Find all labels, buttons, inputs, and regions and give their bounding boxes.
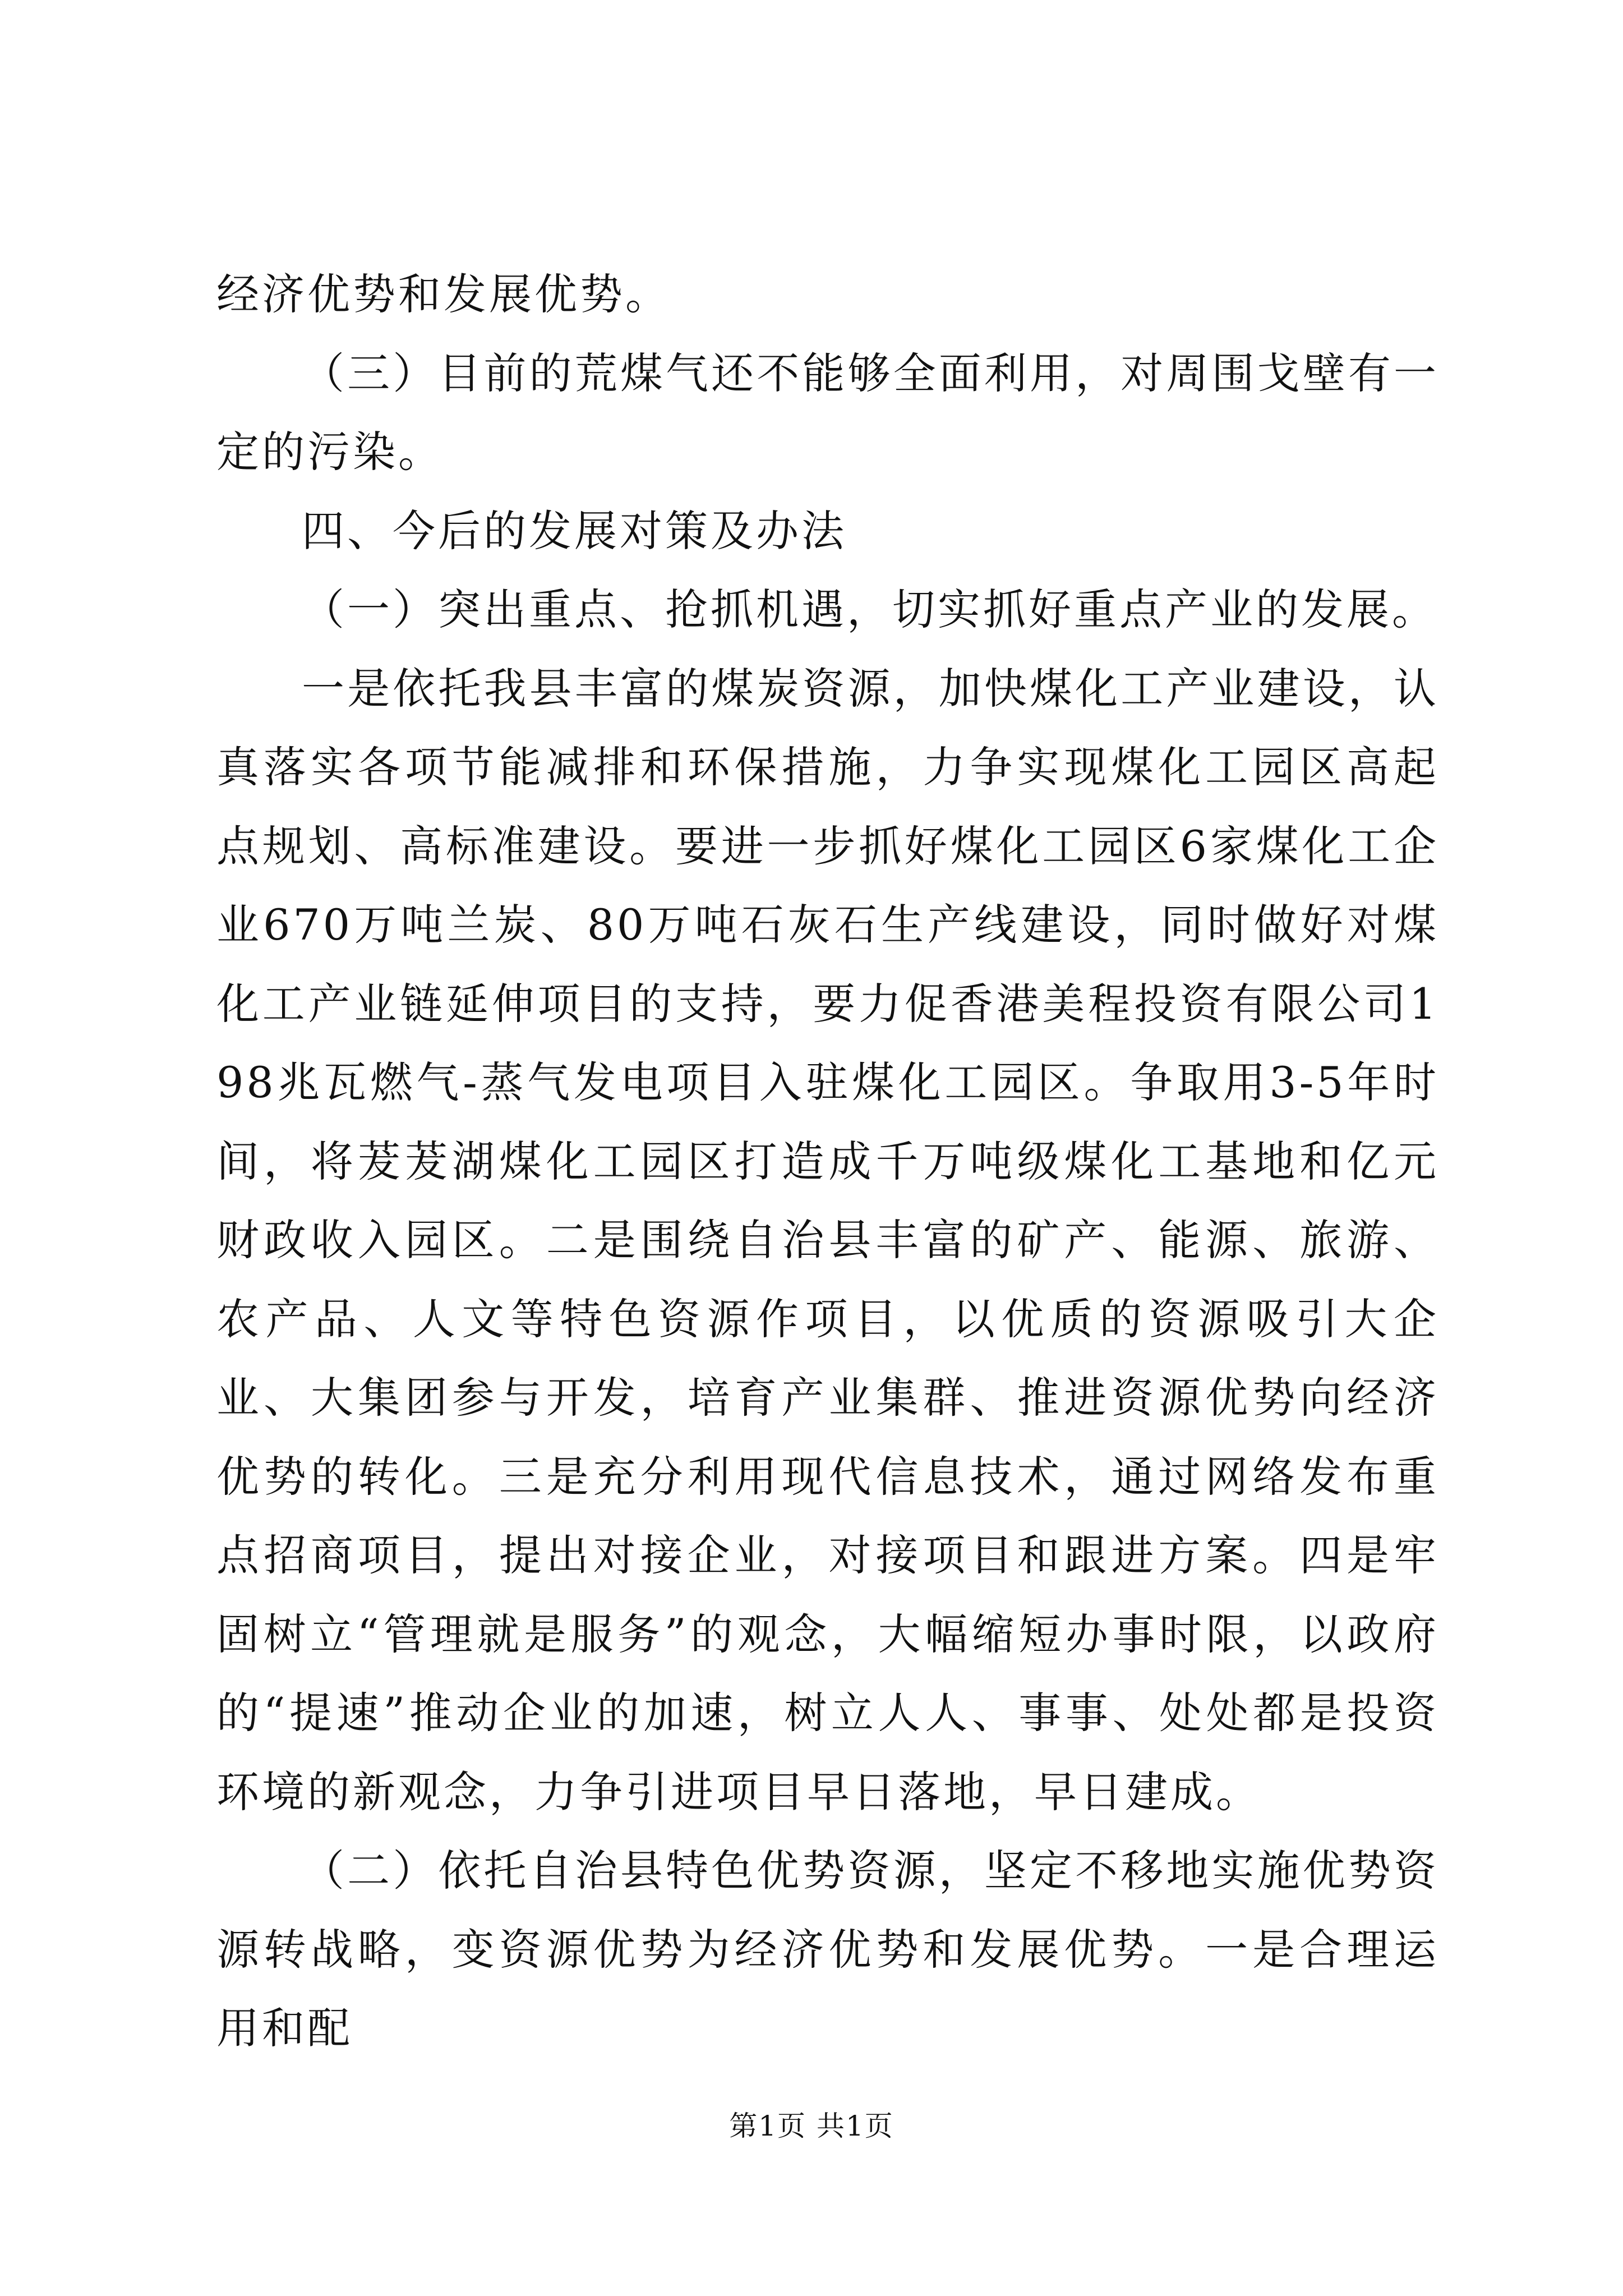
page-footer: 第1页 共1页 [729, 2110, 894, 2142]
paragraph-item-three: （三）目前的荒煤气还不能够全面利用，对周围戈壁有一定的污染。 [216, 348, 1439, 477]
subsection-heading-two: （二）依托自治县特色优势资源，坚定不移地实施优势资源转战略，变资源优势为经济优势和发展优势。一是合理运用和配 [216, 1846, 1439, 2053]
section-heading: 四、今后的发展对策及办法 [302, 505, 847, 556]
subsection-heading-one: （一）突出重点、抢抓机遇，切实抓好重点产业的发展。 [302, 585, 1437, 634]
paragraph-measures: 一是依托我县丰富的煤炭资源，加快煤化工产业建设，认真落实各项节能减排和环保措施，力争实现煤化工园区高起点规划、高标准建设。要进一步抓好煤化工园区6家煤化工企业670万吨兰炭、80万吨石灰石生产线建设，同时做好对煤化工产业链延伸项目的支持，要力促香港美程投资有限公司198兆瓦燃气-蒸气发电项目入驻煤化工园区。争取用3-5年时间，将茇茇湖煤化工园区打造成千万吨级煤化工基地和亿元财政收入园区。二是围绕自治县丰富的矿产、能源、旅游、农产品、人文等特色资源作项目，以优质的资源吸引大企业、大集团参与开发，培育产业集群、推进资源优势向经济优势的转化。三是充分利用现代信息技术，通过网络发布重点招商项目，提出对接企业，对接项目和跟进方案。四是牢固树立“管理就是服务”的观念，大幅缩短办事时限，以政府的“提速”推动企业的加速，树立人人、事事、处处都是投资环境的新观念，力争引进项目早日落地，早日建成。 [216, 663, 1439, 1817]
document-body [216, 255, 1439, 2068]
paragraph-continuation: 经济优势和发展优势。 [216, 269, 671, 319]
